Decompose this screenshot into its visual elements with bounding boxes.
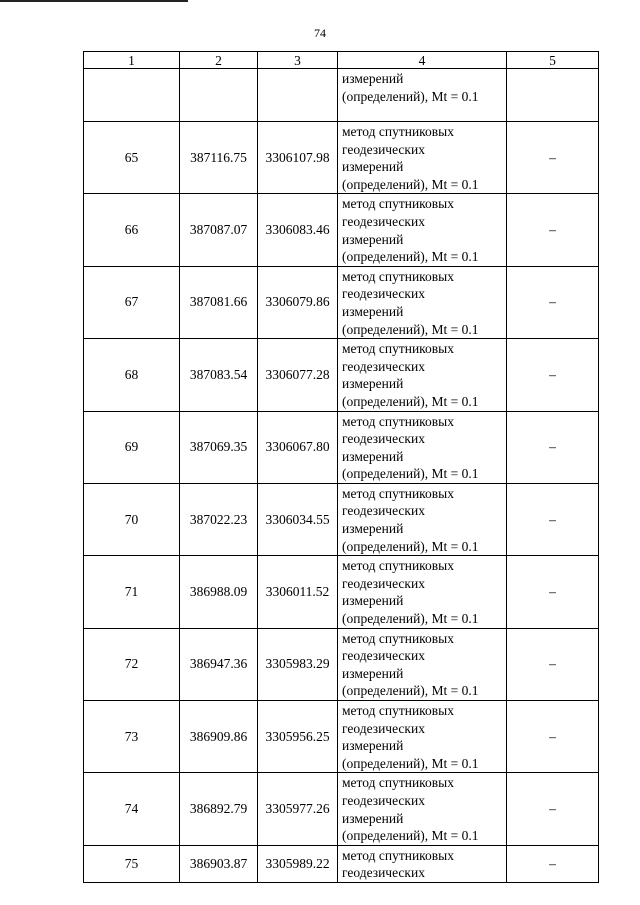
note-cell: – <box>507 628 599 700</box>
description-line: измерений <box>342 159 404 175</box>
table-row <box>84 122 599 194</box>
description-line: метод спутниковых <box>342 124 454 139</box>
description-line: измерений <box>342 71 404 86</box>
page-number: 74 <box>314 26 326 40</box>
y-coordinate-cell: 3305989.22 <box>258 845 338 882</box>
description-line: измерений <box>342 810 404 826</box>
description-line: (определений), Mt = 0.1 <box>342 88 479 104</box>
point-number-cell: 75 <box>84 845 180 882</box>
y-coordinate-cell: 3306083.46 <box>258 194 338 266</box>
y-coordinate-cell: 3305977.26 <box>258 773 338 845</box>
description-line: измерений <box>342 738 404 754</box>
description-line: (определений), Mt = 0.1 <box>342 683 479 699</box>
description-line: геодезических <box>342 358 425 374</box>
description-line: измерений <box>342 231 404 247</box>
x-coordinate-cell: 387022.23 <box>180 483 258 555</box>
description-line: измерений <box>342 376 404 392</box>
point-number-cell: 69 <box>84 411 180 483</box>
y-coordinate-cell: 3306067.80 <box>258 411 338 483</box>
description-line: геодезических <box>342 286 425 302</box>
x-coordinate-cell: 387116.75 <box>180 122 258 194</box>
coordinates-table <box>83 51 599 883</box>
description-cell <box>338 628 507 700</box>
point-number-cell: 68 <box>84 339 180 411</box>
table-row <box>84 194 599 266</box>
description-cell <box>338 122 507 194</box>
description-line: (определений), Mt = 0.1 <box>342 466 479 482</box>
description-line: метод спутниковых <box>342 775 454 791</box>
description-line: метод спутниковых <box>342 485 454 501</box>
table-row <box>84 845 599 882</box>
description-line: (определений), Mt = 0.1 <box>342 321 479 337</box>
description-line: (определений), Mt = 0.1 <box>342 249 479 265</box>
description-line: измерений <box>342 448 404 464</box>
description-line: метод спутниковых <box>342 268 454 284</box>
column-header-3: 3 <box>258 52 338 69</box>
table-row <box>84 628 599 700</box>
description-line: геодезических <box>342 792 425 808</box>
description-line: геодезических <box>342 503 425 519</box>
table-row <box>84 411 599 483</box>
column-header-5: 5 <box>507 52 599 69</box>
description-line: метод спутниковых <box>342 413 454 429</box>
description-line: измерений <box>342 521 404 537</box>
x-coordinate-cell: 387083.54 <box>180 339 258 411</box>
table-row <box>84 266 599 338</box>
table-header-row <box>84 52 599 69</box>
y-coordinate-cell: 3306011.52 <box>258 556 338 628</box>
description-cell <box>338 845 507 882</box>
note-cell: – <box>507 339 599 411</box>
description-line: геодезических <box>342 213 425 229</box>
description-cell <box>338 69 507 122</box>
point-number-cell: 74 <box>84 773 180 845</box>
description-line: (определений), Mt = 0.1 <box>342 611 479 627</box>
point-number-cell: 70 <box>84 483 180 555</box>
x-coordinate-cell: 386988.09 <box>180 556 258 628</box>
description-line: геодезических <box>342 141 425 157</box>
point-cell <box>84 69 180 122</box>
description-line: метод спутниковых <box>342 196 454 212</box>
x-coordinate-cell: 386903.87 <box>180 845 258 882</box>
description-line: геодезических <box>342 575 425 591</box>
note-cell: – <box>507 556 599 628</box>
x-coordinate-cell: 387081.66 <box>180 266 258 338</box>
description-line: метод спутниковых <box>342 703 454 718</box>
x-cell <box>180 69 258 122</box>
description-cell <box>338 773 507 845</box>
table-row <box>84 773 599 845</box>
description-line: метод спутниковых <box>342 341 454 357</box>
note-cell: – <box>507 194 599 266</box>
point-number-cell: 73 <box>84 701 180 773</box>
point-number-cell: 66 <box>84 194 180 266</box>
table-body <box>84 122 599 883</box>
description-line: геодезических <box>342 648 425 664</box>
description-cell <box>338 483 507 555</box>
y-coordinate-cell: 3305956.25 <box>258 701 338 773</box>
description-line: метод спутниковых <box>342 630 454 646</box>
x-coordinate-cell: 386892.79 <box>180 773 258 845</box>
description-line: метод спутниковых <box>342 558 454 574</box>
description-line: (определений), Mt = 0.1 <box>342 176 479 192</box>
y-coordinate-cell: 3306079.86 <box>258 266 338 338</box>
note-cell: – <box>507 411 599 483</box>
point-number-cell: 65 <box>84 122 180 194</box>
x-coordinate-cell: 386947.36 <box>180 628 258 700</box>
point-number-cell: 71 <box>84 556 180 628</box>
description-cell <box>338 339 507 411</box>
column-header-4: 4 <box>338 52 507 69</box>
description-line: (определений), Mt = 0.1 <box>342 538 479 554</box>
description-cell <box>338 701 507 773</box>
description-cell <box>338 411 507 483</box>
note-cell: – <box>507 122 599 194</box>
table-row <box>84 483 599 555</box>
note-cell: – <box>507 845 599 882</box>
note-cell: – <box>507 773 599 845</box>
y-coordinate-cell: 3306034.55 <box>258 483 338 555</box>
description-line: (определений), Mt = 0.1 <box>342 393 479 409</box>
description-cell <box>338 556 507 628</box>
description-cell <box>338 266 507 338</box>
column-header-2: 2 <box>180 52 258 69</box>
description-line: измерений <box>342 303 404 319</box>
point-number-cell: 72 <box>84 628 180 700</box>
x-coordinate-cell: 387087.07 <box>180 194 258 266</box>
y-coordinate-cell: 3306077.28 <box>258 339 338 411</box>
x-coordinate-cell: 387069.35 <box>180 411 258 483</box>
y-coordinate-cell: 3306107.98 <box>258 122 338 194</box>
point-number-cell: 67 <box>84 266 180 338</box>
note-cell <box>507 69 599 122</box>
note-cell: – <box>507 483 599 555</box>
note-cell: – <box>507 701 599 773</box>
table-row <box>84 701 599 773</box>
description-line: метод спутниковых <box>342 847 454 863</box>
x-coordinate-cell: 386909.86 <box>180 701 258 773</box>
description-line: (определений), Mt = 0.1 <box>342 828 479 844</box>
note-cell: – <box>507 266 599 338</box>
table-row <box>84 556 599 628</box>
description-line: измерений <box>342 665 404 681</box>
description-line: геодезических <box>342 865 425 881</box>
description-line: геодезических <box>342 720 425 736</box>
description-line: (определений), Mt = 0.1 <box>342 755 479 771</box>
header-rule <box>0 0 188 2</box>
table-row-continuation <box>84 69 599 122</box>
column-header-1: 1 <box>84 52 180 69</box>
description-line: геодезических <box>342 431 425 447</box>
y-cell <box>258 69 338 122</box>
table-row <box>84 339 599 411</box>
y-coordinate-cell: 3305983.29 <box>258 628 338 700</box>
description-cell <box>338 194 507 266</box>
description-line: измерений <box>342 593 404 609</box>
